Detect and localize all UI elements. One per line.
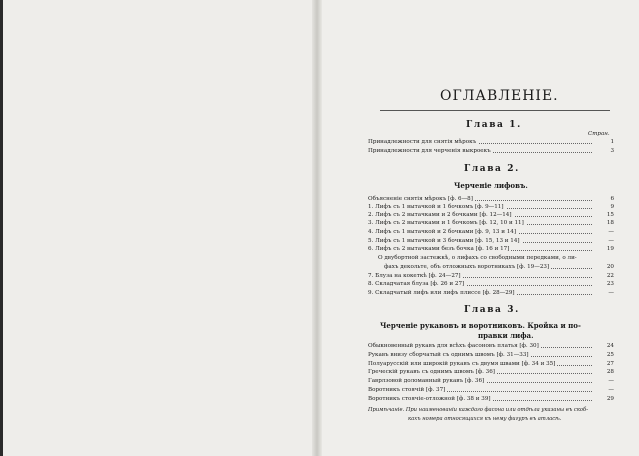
chapter3-subtitle-cont: правки лифа. xyxy=(478,331,534,340)
book-gutter xyxy=(312,0,322,456)
toc-entry: Полуарусскій или широкій рукавъ съ двумя швами [ф. 34 и 35] 27 xyxy=(368,361,614,367)
toc-entry: 5. Лифъ съ 1 вытачкой и 3 бочками [ф. 15, 13 и 14] — xyxy=(368,238,614,244)
footnote-line: кахъ номера относящихся къ нему фигуръ въ атласѣ. xyxy=(408,416,562,422)
toc-entry-text: О двубортной застежкѣ, о лифахъ со свободными передками, о ли- xyxy=(378,255,577,261)
toc-entry: Гаврлзовой доломанный рукавъ [ф. 36] — xyxy=(368,378,614,384)
toc-entry: Обыкновенный рукавъ для всѣхъ фасоновъ платья [ф. 30] 24 xyxy=(368,343,614,349)
toc-entry: Объясненіе снятія мѣрокъ [ф. 6—8] 6 xyxy=(368,196,614,202)
left-page xyxy=(0,0,316,456)
toc-entry: Греческій рукавъ съ однимъ швомъ [ф. 36] 28 xyxy=(368,369,614,375)
toc-entry: Воротникъ стоячіе-отложной [ф. 38 и 39] 29 xyxy=(368,396,614,402)
toc-entry: Принадлежности для черченія выкроекъ 3 xyxy=(368,148,614,154)
toc-entry: 7. Блуза на кокеткѣ [ф. 24—27] 22 xyxy=(368,273,614,279)
toc-entry: 1. Лифъ съ 1 вытачкой и 1 бочкомъ [ф. 9—11] 9 xyxy=(368,204,614,210)
chapter1-heading: Глава 1. xyxy=(466,120,522,130)
chapter3-heading: Глава 3. xyxy=(464,305,520,315)
chapter2-subtitle: Черченіе лифовъ. xyxy=(454,181,528,190)
page-column-header: Стран. xyxy=(588,131,610,137)
page-edge xyxy=(0,0,3,456)
footnote-line: Примѣчаніе. При наименованіи каждаго фасона или отдѣла указаны въ скоб- xyxy=(368,407,588,413)
footnote xyxy=(368,406,614,424)
toc-entry: Принадлежности для снятія мѣрокъ 1 xyxy=(368,139,614,145)
toc-entry: 8. Складчатая блуза [ф. 26 и 27] 23 xyxy=(368,281,614,287)
title-rule xyxy=(380,110,610,111)
toc-entry: 3. Лифъ съ 2 вытачками и 1 бочкомъ [ф. 12, 10 и 11] 18 xyxy=(368,220,614,226)
toc-entry: Воротникъ стоячій [ф. 37] — xyxy=(368,387,614,393)
chapter2-heading: Глава 2. xyxy=(464,164,520,174)
chapter3-subtitle: Черченіе рукавовъ и воротниковъ. Кройка и по- xyxy=(380,321,581,330)
toc-entry: 2. Лифъ съ 2 вытачками и 2 бочками [ф. 12—14] 15 xyxy=(368,212,614,218)
page-title: ОГЛАВЛЕНІЕ. xyxy=(440,88,559,104)
toc-entry: 4. Лифъ съ 1 вытачкой и 2 бочками [ф. 9, 13 и 14] — xyxy=(368,229,614,235)
toc-entry: Рукавъ внизу сборчатый съ однимъ швомъ [ф. 31—33] 25 xyxy=(368,352,614,358)
toc-entry: 9. Складчатый лифъ или лифъ плиссе [ф. 28—29] — xyxy=(368,290,614,296)
toc-entry: 6. Лифъ съ 2 вытачками безъ бочка [ф. 16 и 17] 19 xyxy=(368,246,614,252)
toc-entry: фахъ декольте, объ отложныхъ воротникахъ [ф. 19—23] 20 xyxy=(384,264,614,270)
